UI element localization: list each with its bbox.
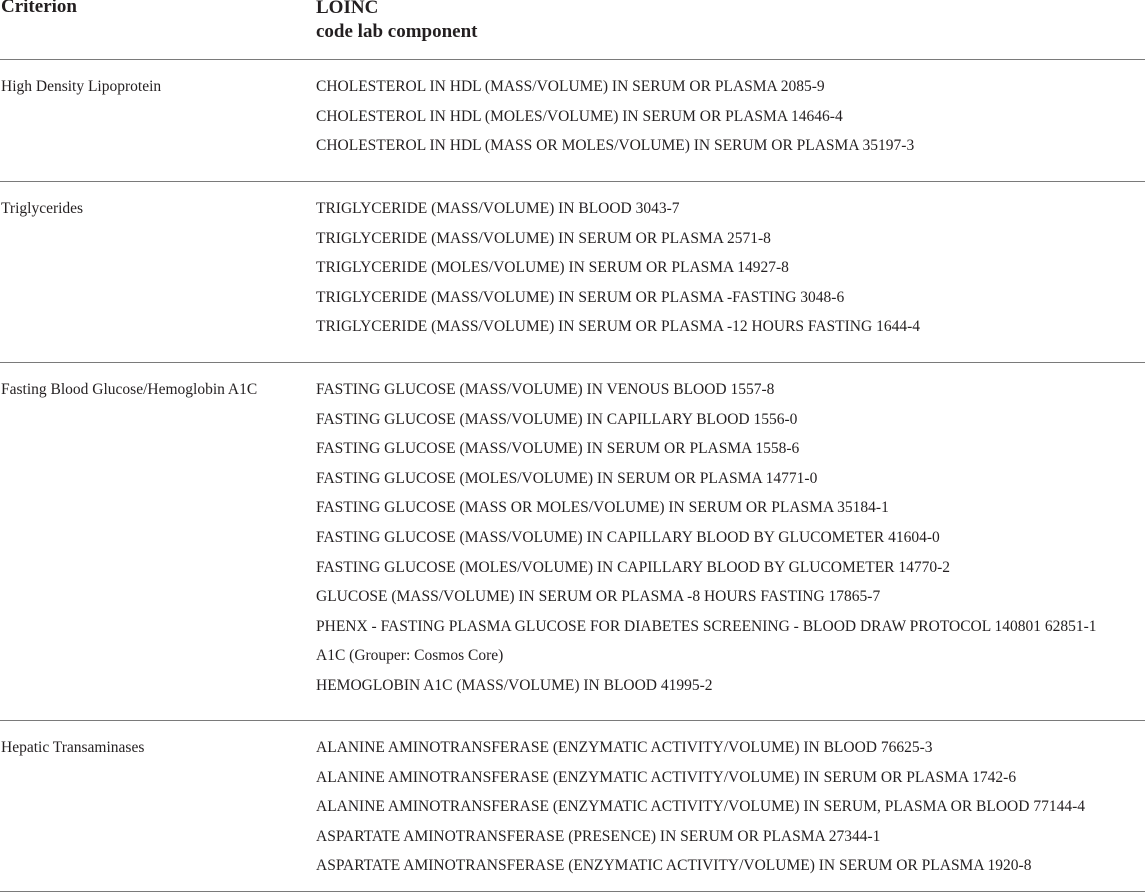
loinc-component-item: FASTING GLUCOSE (MASS OR MOLES/VOLUME) IN SERUM OR PLASMA 35184-1: [316, 499, 889, 517]
loinc-component-item: FASTING GLUCOSE (MOLES/VOLUME) IN SERUM OR PLASMA 14771-0: [316, 469, 818, 487]
loinc-component-item: FASTING GLUCOSE (MASS/VOLUME) IN CAPILLARY BLOOD BY GLUCOMETER 41604-0: [316, 528, 940, 546]
loinc-component-item: FASTING GLUCOSE (MOLES/VOLUME) IN CAPILLARY BLOOD BY GLUCOMETER 14770-2: [316, 558, 951, 576]
loinc-component-item: ALANINE AMINOTRANSFERASE (ENZYMATIC ACTIVITY/VOLUME) IN BLOOD 76625-3: [316, 739, 933, 756]
criterion-cell: Triglycerides: [1, 200, 84, 217]
loinc-component-item: TRIGLYCERIDE (MASS/VOLUME) IN SERUM OR PLASMA 2571-8: [316, 229, 771, 247]
loinc-component-item: ASPARTATE AMINOTRANSFERASE (ENZYMATIC ACTIVITY/VOLUME) IN SERUM OR PLASMA 1920-8: [316, 857, 1032, 875]
criterion-cell: Fasting Blood Glucose/Hemoglobin A1C: [1, 381, 258, 398]
loinc-component-item: A1C (Grouper: Cosmos Core): [316, 647, 504, 665]
loinc-component-item: CHOLESTEROL IN HDL (MASS OR MOLES/VOLUME) IN SERUM OR PLASMA 35197-3: [316, 137, 915, 155]
loinc-component-item: TRIGLYCERIDE (MASS/VOLUME) IN SERUM OR PLASMA -12 HOURS FASTING 1644-4: [316, 318, 920, 336]
loinc-component-list: [316, 60, 1145, 166]
loinc-header-line-1: LOINC: [316, 0, 379, 18]
table-row-group: [0, 363, 1145, 721]
loinc-component-item: HEMOGLOBIN A1C (MASS/VOLUME) IN BLOOD 41995-2: [316, 676, 713, 694]
table-row-group: [0, 721, 1145, 892]
loinc-component-item: ALANINE AMINOTRANSFERASE (ENZYMATIC ACTIVITY/VOLUME) IN SERUM OR PLASMA 1742-6: [316, 768, 1017, 786]
loinc-component-item: CHOLESTEROL IN HDL (MOLES/VOLUME) IN SERUM OR PLASMA 14646-4: [316, 107, 843, 125]
table-header: [0, 0, 1145, 60]
loinc-component-item: CHOLESTEROL IN HDL (MASS/VOLUME) IN SERUM OR PLASMA 2085-9: [316, 78, 825, 95]
loinc-header-line-2: code lab component: [316, 21, 478, 42]
loinc-component-list: [316, 182, 1145, 347]
loinc-component-item: GLUCOSE (MASS/VOLUME) IN SERUM OR PLASMA -8 HOURS FASTING 17865-7: [316, 588, 881, 606]
loinc-component-item: ASPARTATE AMINOTRANSFERASE (PRESENCE) IN SERUM OR PLASMA 27344-1: [316, 827, 881, 845]
loinc-component-item: FASTING GLUCOSE (MASS/VOLUME) IN SERUM OR PLASMA 1558-6: [316, 440, 800, 458]
loinc-component-item: PHENX - FASTING PLASMA GLUCOSE FOR DIABETES SCREENING - BLOOD DRAW PROTOCOL 140801 62851-1: [316, 617, 1097, 635]
loinc-component-item: FASTING GLUCOSE (MASS/VOLUME) IN CAPILLARY BLOOD 1556-0: [316, 410, 798, 428]
table-row-group: [0, 60, 1145, 182]
criterion-cell: Hepatic Transaminases: [1, 739, 145, 756]
loinc-component-item: TRIGLYCERIDE (MASS/VOLUME) IN SERUM OR PLASMA -FASTING 3048-6: [316, 288, 845, 306]
loinc-component-list: [316, 721, 1145, 886]
table-row-group: [0, 182, 1145, 363]
loinc-component-item: TRIGLYCERIDE (MOLES/VOLUME) IN SERUM OR PLASMA 14927-8: [316, 259, 789, 277]
loinc-component-item: TRIGLYCERIDE (MASS/VOLUME) IN BLOOD 3043-7: [316, 200, 680, 217]
loinc-component-list: [316, 363, 1145, 706]
loinc-column-header: [316, 0, 478, 44]
criterion-cell: High Density Lipoprotein: [1, 78, 162, 95]
loinc-component-item: FASTING GLUCOSE (MASS/VOLUME) IN VENOUS BLOOD 1557-8: [316, 381, 775, 398]
loinc-component-item: ALANINE AMINOTRANSFERASE (ENZYMATIC ACTIVITY/VOLUME) IN SERUM, PLASMA OR BLOOD 77144-4: [316, 798, 1085, 816]
criterion-column-header: Criterion: [1, 0, 77, 17]
